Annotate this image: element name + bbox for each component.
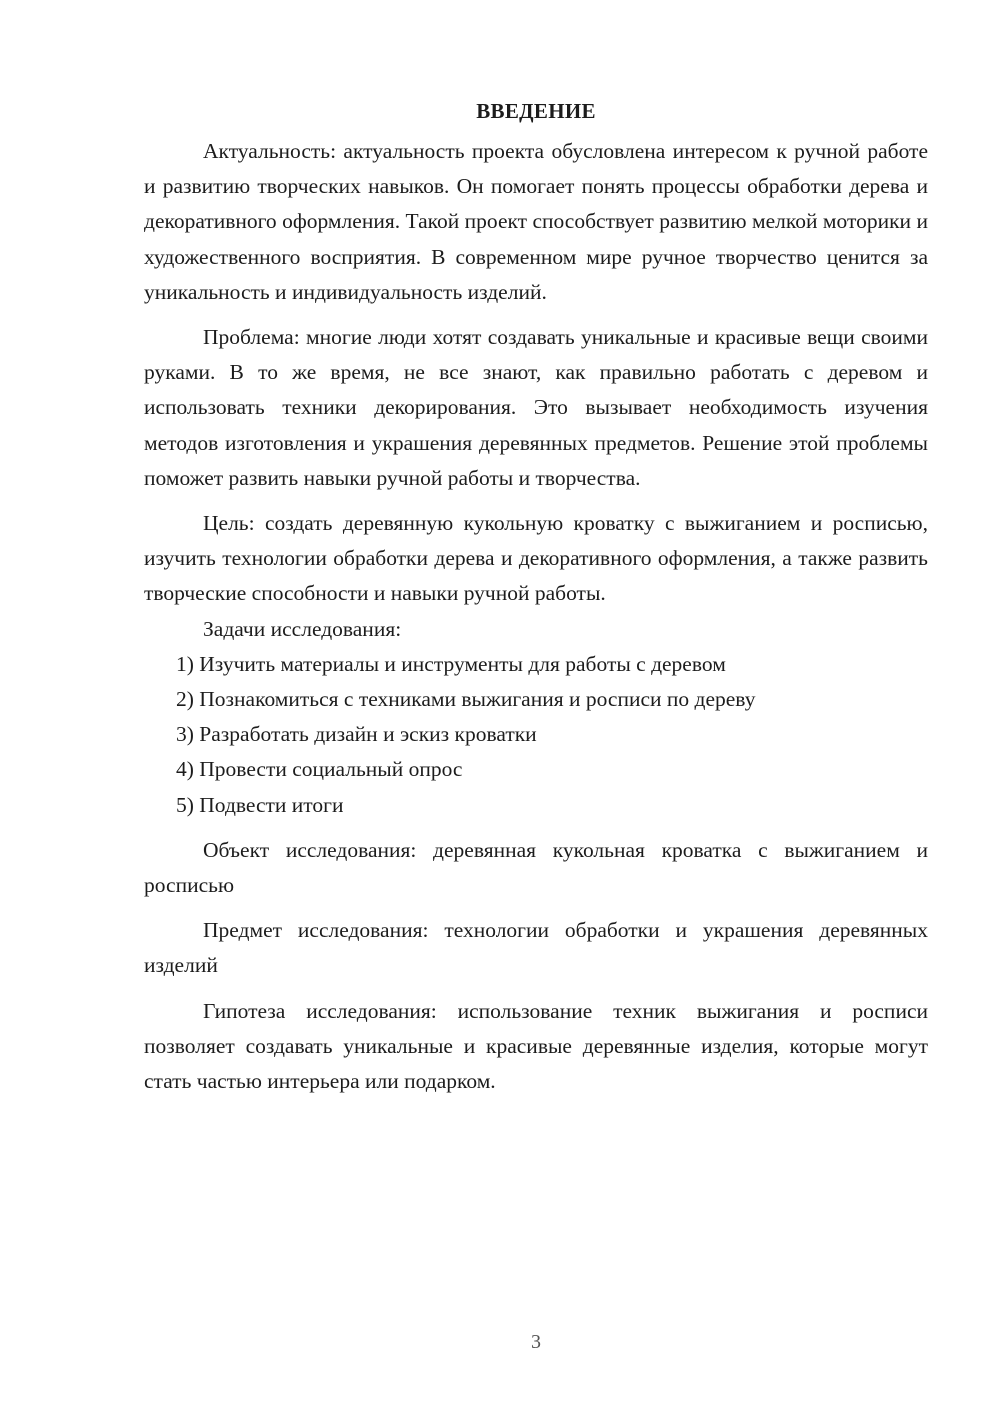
document-page (144, 96, 928, 1099)
list-item: 1) Изучить материалы и инструменты для работы с деревом (176, 651, 726, 676)
list-item: 3) Разработать дизайн и эскиз кроватки (176, 722, 537, 747)
object-paragraph: Объект исследования: деревянная кукольная кроватка с выжиганием и росписью (144, 837, 928, 898)
relevance-paragraph: Актуальность: актуальность проекта обусловлена интересом к ручной работе и развитию творческих навыков. Он помогает понять процессы обработки дерева и декоративного оформления. Такой проект способствует развитию мелкой моторики и художественного восприятия. В современном мире ручное творчество ценится за уникальность и индивидуальность изделий. (144, 139, 928, 304)
problem-paragraph: Проблема: многие люди хотят создавать уникальные и красивые вещи своими руками. В то же время, не все знают, как правильно работать с деревом и использовать техники декорирования. Это вызывает необходимость изучения методов изготовления и украшения деревянных предметов. Решение этой проблемы поможет развить навыки ручной работы и творчества. (144, 325, 928, 490)
section-title: ВВЕДЕНИЕ (476, 99, 596, 123)
tasks-list (144, 647, 928, 823)
hypothesis-paragraph: Гипотеза исследования: использование техник выжигания и росписи позволяет создавать уникальные и красивые деревянные изделия, которые могут стать частью интерьера или подарком. (144, 998, 928, 1094)
list-item: 4) Провести социальный опрос (176, 757, 463, 782)
tasks-heading: Задачи исследования: (203, 616, 402, 641)
list-item: 5) Подвести итоги (176, 792, 344, 817)
list-item: 2) Познакомиться с техниками выжигания и росписи по дереву (176, 687, 756, 712)
page-number: 3 (531, 1331, 541, 1353)
goal-paragraph: Цель: создать деревянную кукольную кроватку с выжиганием и росписью, изучить технологии обработки дерева и декоративного оформления, а также развить творческие способности и навыки ручной работы. (144, 511, 928, 606)
subject-paragraph: Предмет исследования: технологии обработки и украшения деревянных изделий (144, 918, 928, 978)
